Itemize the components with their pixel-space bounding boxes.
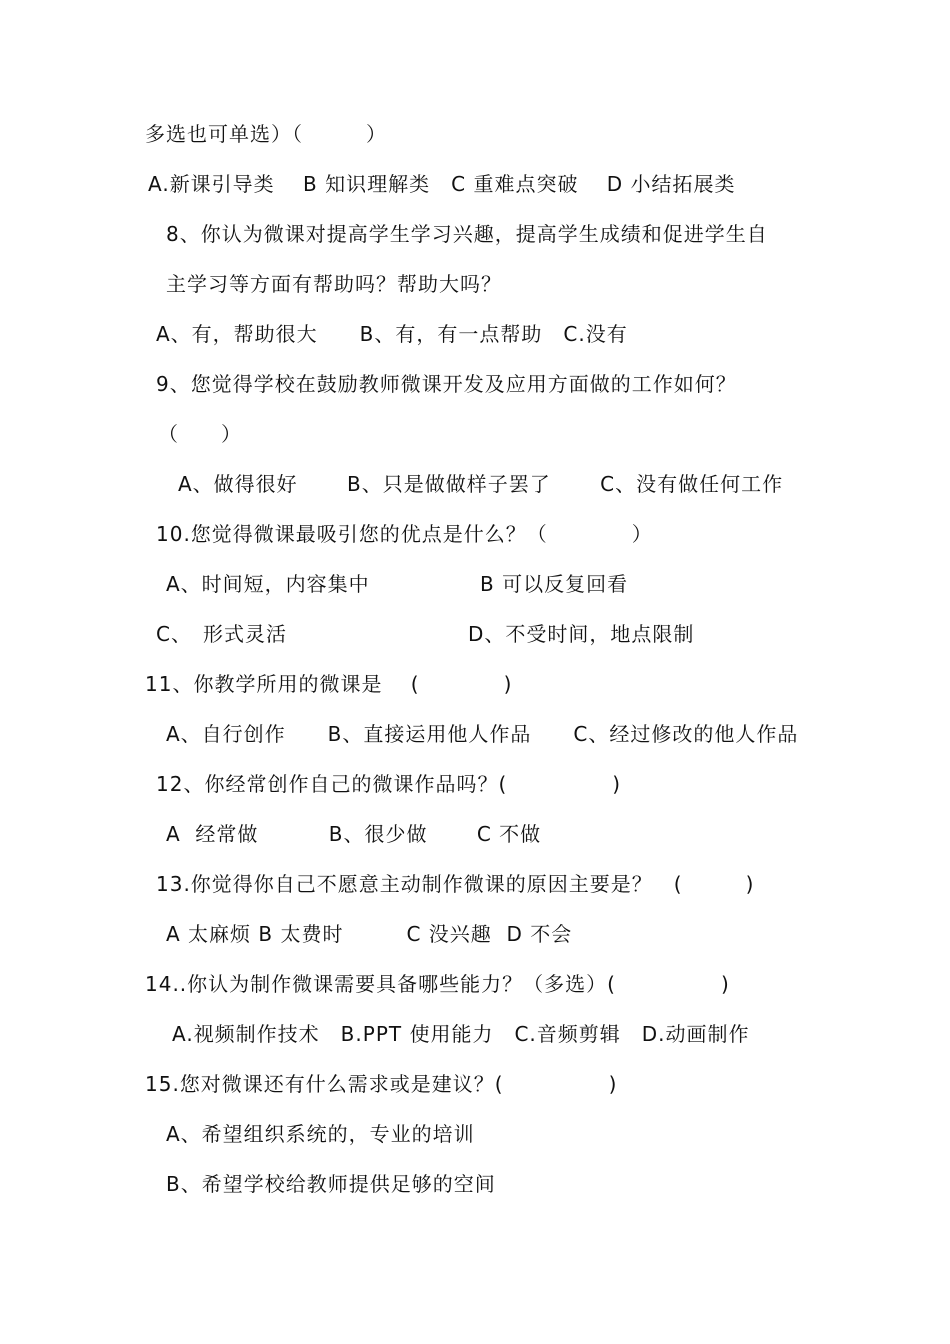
q7-options: A.新课引导类 B 知识理解类 C 重难点突破 D 小结拓展类 [148,172,736,196]
q10-option-c: C、 形式灵活 [156,622,287,646]
q10-option-d: D、不受时间，地点限制 [468,622,695,646]
q15-option-b: B、希望学校给教师提供足够的空间 [166,1172,496,1196]
q8-question-continued: 主学习等方面有帮助吗？帮助大吗？ [166,272,502,296]
q9-options: A、做得很好 B、只是做做样子罢了 C、没有做任何工作 [178,472,784,496]
q13-question: 13.你觉得你自己不愿意主动制作微课的原因主要是？ ( ) [156,872,755,896]
q15-question: 15.您对微课还有什么需求或是建议？( ) [145,1072,618,1096]
q7-continuation: 多选也可单选）（ ） [145,122,387,146]
q10-option-a: A、时间短，内容集中 [166,572,370,596]
q10-option-b: B 可以反复回看 [480,572,629,596]
q12-options: A 经常做 B、很少做 C 不做 [166,822,542,846]
q9-answer-blank: （ ） [158,422,242,446]
q8-options: A、有，帮助很大 B、有，有一点帮助 C.没有 [156,322,628,346]
q11-question: 11、你教学所用的微课是 ( ) [145,672,513,696]
q8-question: 8、你认为微课对提高学生学习兴趣，提高学生成绩和促进学生自 [166,222,768,246]
q14-options: A.视频制作技术 B.PPT 使用能力 C.音频剪辑 D.动画制作 [172,1022,750,1046]
q11-options: A、自行创作 B、直接运用他人作品 C、经过修改的他人作品 [166,722,799,746]
q10-question: 10.您觉得微课最吸引您的优点是什么？（ ） [156,522,653,546]
q14-question: 14..你认为制作微课需要具备哪些能力？（多选）( ) [145,972,730,996]
q15-option-a: A、希望组织系统的，专业的培训 [166,1122,475,1146]
q12-question: 12、你经常创作自己的微课作品吗？( ) [156,772,622,796]
q9-question: 9、您觉得学校在鼓励教师微课开发及应用方面做的工作如何？ [156,372,737,396]
q13-options: A 太麻烦 B 太费时 C 没兴趣 D 不会 [166,922,573,946]
